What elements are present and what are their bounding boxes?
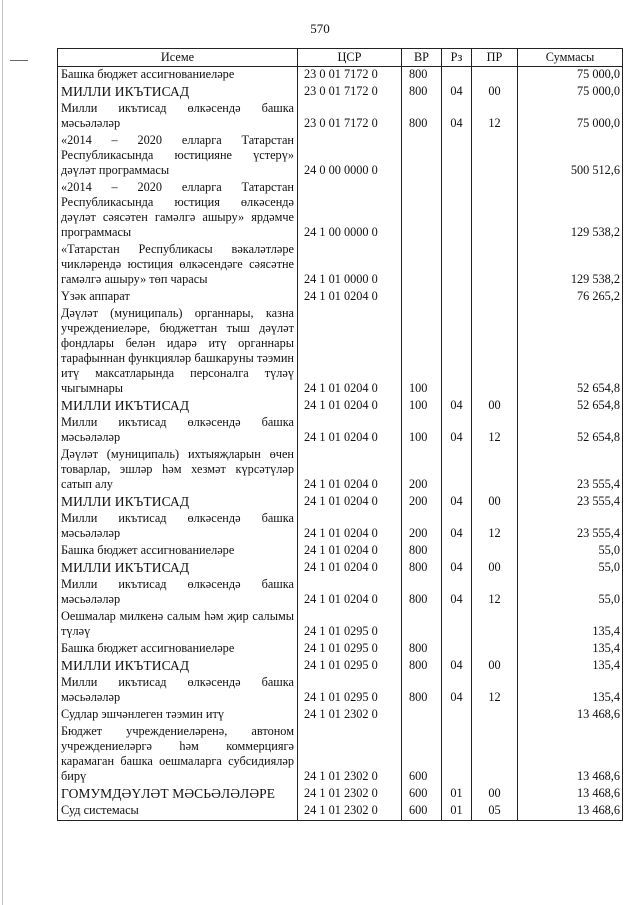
row-rz-code: 04: [442, 560, 472, 577]
table-row: [58, 707, 623, 724]
row-rz-code: 04: [442, 658, 472, 675]
row-csr-code: 24 1 00 0000 0: [298, 180, 402, 242]
row-vr-code: [402, 289, 442, 306]
table-row: [58, 609, 623, 641]
table-row: [58, 306, 623, 398]
row-rz-code: [442, 447, 472, 494]
row-pr-code: [472, 242, 518, 289]
row-pr-code: 00: [472, 494, 518, 511]
row-vr-code: 600: [402, 786, 442, 803]
row-csr-code: 23 0 01 7172 0: [298, 101, 402, 133]
row-vr-code: 100: [402, 415, 442, 447]
row-rz-code: 01: [442, 786, 472, 803]
row-name: Милли икътисад өлкәсендә башка мәсьәләләр: [58, 101, 298, 133]
row-pr-code: 12: [472, 577, 518, 609]
row-csr-code: 24 1 01 0204 0: [298, 543, 402, 560]
table-row: [58, 242, 623, 289]
row-pr-code: [472, 707, 518, 724]
row-csr-code: 23 0 01 7172 0: [298, 84, 402, 101]
row-csr-code: 24 1 01 2302 0: [298, 724, 402, 786]
column-header-csr: ЦСР: [298, 49, 402, 67]
row-pr-code: [472, 133, 518, 180]
row-rz-code: [442, 180, 472, 242]
table-row: [58, 658, 623, 675]
row-sum: 75 000,0: [518, 67, 623, 85]
row-name: МИЛЛИ ИКЪТИСАД: [58, 398, 298, 415]
row-vr-code: 200: [402, 511, 442, 543]
row-sum: 55,0: [518, 543, 623, 560]
row-name: Үзәк аппарат: [58, 289, 298, 306]
table-row: [58, 560, 623, 577]
row-rz-code: [442, 67, 472, 85]
row-rz-code: 04: [442, 101, 472, 133]
table-row: [58, 641, 623, 658]
row-pr-code: 12: [472, 101, 518, 133]
row-vr-code: 100: [402, 398, 442, 415]
row-pr-code: 00: [472, 84, 518, 101]
row-name: ГОМУМДӘҮЛӘТ МӘСЬӘЛӘЛӘРЕ: [58, 786, 298, 803]
row-rz-code: [442, 641, 472, 658]
row-rz-code: 01: [442, 803, 472, 821]
row-name: Судлар эшчәнлеген тәэмин итү: [58, 707, 298, 724]
row-vr-code: 800: [402, 560, 442, 577]
row-vr-code: 800: [402, 658, 442, 675]
row-name: Милли икътисад өлкәсендә башка мәсьәләләр: [58, 577, 298, 609]
row-sum: 23 555,4: [518, 447, 623, 494]
column-header-name: Исеме: [58, 49, 298, 67]
row-pr-code: [472, 724, 518, 786]
page-number: 570: [310, 21, 330, 36]
row-csr-code: 24 1 01 2302 0: [298, 786, 402, 803]
row-name: Суд системасы: [58, 803, 298, 821]
margin-line: [2, 0, 3, 905]
row-rz-code: 04: [442, 494, 472, 511]
row-pr-code: 00: [472, 658, 518, 675]
row-csr-code: 24 0 00 0000 0: [298, 133, 402, 180]
table-row: [58, 415, 623, 447]
row-sum: 129 538,2: [518, 242, 623, 289]
table-row: [58, 494, 623, 511]
row-rz-code: [442, 609, 472, 641]
table-header: [58, 49, 623, 67]
row-rz-code: 04: [442, 415, 472, 447]
row-name: Милли икътисад өлкәсендә башка мәсьәләләр: [58, 415, 298, 447]
row-vr-code: 600: [402, 724, 442, 786]
row-sum: 52 654,8: [518, 306, 623, 398]
row-csr-code: 24 1 01 0204 0: [298, 494, 402, 511]
row-sum: 135,4: [518, 658, 623, 675]
row-rz-code: [442, 133, 472, 180]
row-csr-code: 24 1 01 2302 0: [298, 707, 402, 724]
row-csr-code: 24 1 01 0204 0: [298, 560, 402, 577]
row-rz-code: [442, 242, 472, 289]
row-name: Дәүләт (муниципаль) ихтыяҗларын өчен товарлар, эшләр һәм хезмәт күрсәтүләр сатып алу: [58, 447, 298, 494]
row-name: Башка бюджет ассигнованиеләре: [58, 543, 298, 560]
table-row: [58, 786, 623, 803]
row-sum: 52 654,8: [518, 398, 623, 415]
row-rz-code: [442, 306, 472, 398]
row-name: МИЛЛИ ИКЪТИСАД: [58, 658, 298, 675]
row-csr-code: 24 1 01 0204 0: [298, 577, 402, 609]
table-row: [58, 543, 623, 560]
row-csr-code: 24 1 01 0204 0: [298, 289, 402, 306]
row-name: «2014 – 2020 елларга Татарстан Республикасында юстиция өлкәсендә дәүләт сәясәтен гамәлгә ашыру» ярдәмче программасы: [58, 180, 298, 242]
row-sum: 13 468,6: [518, 803, 623, 821]
row-sum: 13 468,6: [518, 786, 623, 803]
row-pr-code: 12: [472, 675, 518, 707]
row-sum: 129 538,2: [518, 180, 623, 242]
column-header-pr: ПР: [472, 49, 518, 67]
row-csr-code: 24 1 01 0295 0: [298, 675, 402, 707]
row-csr-code: 24 1 01 0204 0: [298, 447, 402, 494]
row-rz-code: [442, 289, 472, 306]
row-sum: 13 468,6: [518, 707, 623, 724]
row-vr-code: 200: [402, 494, 442, 511]
row-vr-code: [402, 242, 442, 289]
row-csr-code: 23 0 01 7172 0: [298, 67, 402, 85]
margin-tick: [10, 60, 28, 61]
row-csr-code: 24 1 01 2302 0: [298, 803, 402, 821]
row-name: Башка бюджет ассигнованиеләре: [58, 67, 298, 85]
table-row: [58, 398, 623, 415]
table-row: [58, 101, 623, 133]
row-name: Милли икътисад өлкәсендә башка мәсьәләләр: [58, 675, 298, 707]
row-sum: 135,4: [518, 641, 623, 658]
row-sum: 135,4: [518, 675, 623, 707]
table-row: [58, 67, 623, 85]
row-csr-code: 24 1 01 0295 0: [298, 658, 402, 675]
row-sum: 23 555,4: [518, 511, 623, 543]
row-csr-code: 24 1 01 0000 0: [298, 242, 402, 289]
row-rz-code: 04: [442, 398, 472, 415]
row-sum: 75 000,0: [518, 84, 623, 101]
row-name: «Татарстан Республикасы вәкаләтләре чикләрендә юстиция өлкәсендәге сәясәтне гамәлгә ашыру» төп чарасы: [58, 242, 298, 289]
row-sum: 500 512,6: [518, 133, 623, 180]
row-csr-code: 24 1 01 0204 0: [298, 511, 402, 543]
row-pr-code: [472, 543, 518, 560]
row-csr-code: 24 1 01 0295 0: [298, 641, 402, 658]
row-vr-code: 800: [402, 641, 442, 658]
row-pr-code: 00: [472, 786, 518, 803]
column-header-rz: Рз: [442, 49, 472, 67]
row-pr-code: [472, 289, 518, 306]
table-row: [58, 447, 623, 494]
row-csr-code: 24 1 01 0204 0: [298, 306, 402, 398]
row-pr-code: [472, 447, 518, 494]
row-vr-code: 800: [402, 67, 442, 85]
row-rz-code: [442, 724, 472, 786]
table-row: [58, 803, 623, 821]
row-name: «2014 – 2020 елларга Татарстан Республикасында юстицияне үстерү» дәүләт программасы: [58, 133, 298, 180]
row-sum: 75 000,0: [518, 101, 623, 133]
row-vr-code: [402, 180, 442, 242]
row-vr-code: 600: [402, 803, 442, 821]
table-row: [58, 724, 623, 786]
row-vr-code: 200: [402, 447, 442, 494]
row-sum: 135,4: [518, 609, 623, 641]
table-row: [58, 289, 623, 306]
row-pr-code: 12: [472, 415, 518, 447]
row-pr-code: 00: [472, 560, 518, 577]
row-name: Милли икътисад өлкәсендә башка мәсьәләләр: [58, 511, 298, 543]
row-sum: 23 555,4: [518, 494, 623, 511]
row-rz-code: [442, 707, 472, 724]
row-csr-code: 24 1 01 0204 0: [298, 398, 402, 415]
row-name: Бюджет учреждениеләренә, автоном учреждениеләргә һәм коммерциягә карамаган башка оешмаларга субсидияләр бирү: [58, 724, 298, 786]
table-row: [58, 511, 623, 543]
row-csr-code: 24 1 01 0204 0: [298, 415, 402, 447]
column-header-vr: ВР: [402, 49, 442, 67]
row-vr-code: 800: [402, 543, 442, 560]
row-vr-code: 800: [402, 577, 442, 609]
row-name: Оешмалар милкенә салым һәм җир салымы түләү: [58, 609, 298, 641]
row-vr-code: 100: [402, 306, 442, 398]
row-sum: 13 468,6: [518, 724, 623, 786]
row-vr-code: [402, 609, 442, 641]
table-row: [58, 577, 623, 609]
row-vr-code: 800: [402, 84, 442, 101]
row-name: МИЛЛИ ИКЪТИСАД: [58, 494, 298, 511]
budget-table: [57, 48, 623, 821]
row-rz-code: 04: [442, 84, 472, 101]
row-vr-code: 800: [402, 675, 442, 707]
row-sum: 55,0: [518, 577, 623, 609]
row-pr-code: [472, 641, 518, 658]
row-sum: 52 654,8: [518, 415, 623, 447]
row-vr-code: [402, 707, 442, 724]
table-row: [58, 180, 623, 242]
row-pr-code: 12: [472, 511, 518, 543]
table-row: [58, 675, 623, 707]
row-name: МИЛЛИ ИКЪТИСАД: [58, 84, 298, 101]
row-vr-code: [402, 133, 442, 180]
row-name: МИЛЛИ ИКЪТИСАД: [58, 560, 298, 577]
row-rz-code: [442, 543, 472, 560]
table-body: [58, 67, 623, 821]
row-name: Дәүләт (муниципаль) органнары, казна учреждениеләре, бюджеттан тыш дәүләт фондлары белән идарә итү органнары тарафыннан функцияләр башкаруны тәэмин итү максатларында персоналга түләү чыгымнары: [58, 306, 298, 398]
row-rz-code: 04: [442, 511, 472, 543]
row-sum: 55,0: [518, 560, 623, 577]
row-pr-code: [472, 609, 518, 641]
row-pr-code: [472, 180, 518, 242]
row-vr-code: 800: [402, 101, 442, 133]
row-pr-code: 00: [472, 398, 518, 415]
column-header-sum: Суммасы: [518, 49, 623, 67]
row-sum: 76 265,2: [518, 289, 623, 306]
row-pr-code: 05: [472, 803, 518, 821]
table-row: [58, 84, 623, 101]
row-csr-code: 24 1 01 0295 0: [298, 609, 402, 641]
row-pr-code: [472, 67, 518, 85]
row-rz-code: 04: [442, 577, 472, 609]
row-pr-code: [472, 306, 518, 398]
row-rz-code: 04: [442, 675, 472, 707]
row-name: Башка бюджет ассигнованиеләре: [58, 641, 298, 658]
table-row: [58, 133, 623, 180]
